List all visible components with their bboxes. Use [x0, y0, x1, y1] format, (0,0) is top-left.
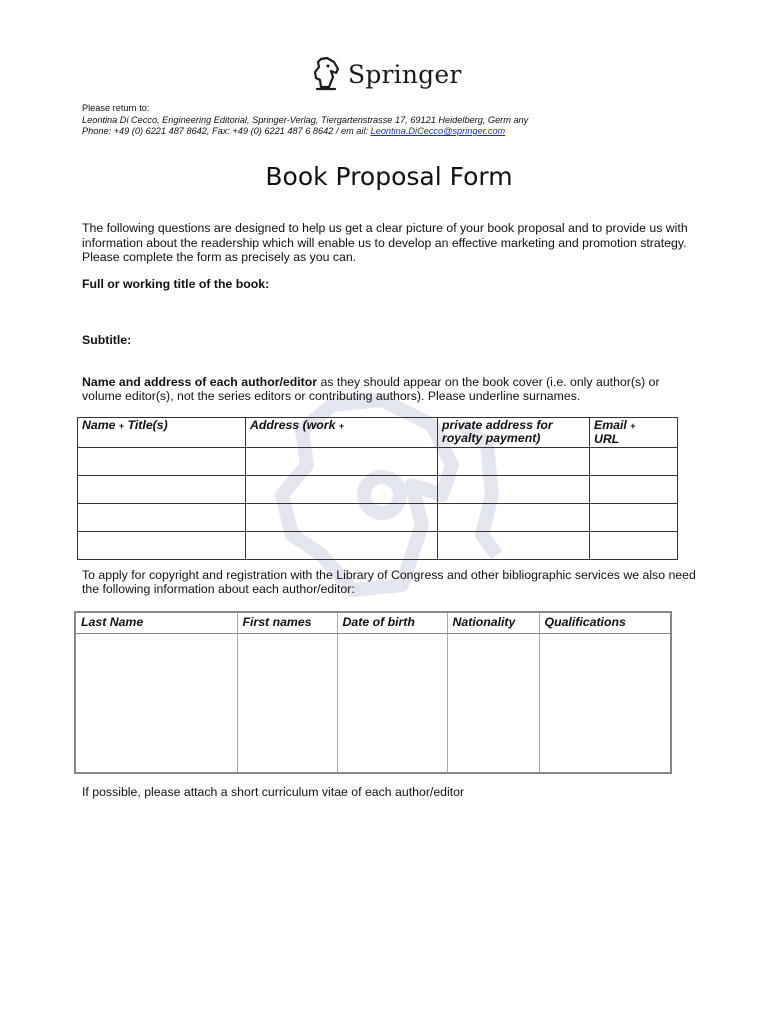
col-email-url: Email + URL	[590, 418, 678, 448]
email-link[interactable]: Leontina.DiCecco@springer.com	[370, 126, 506, 137]
cv-note: If possible, please attach a short curriculum vitae of each author/editor	[82, 785, 465, 799]
author-address-table	[77, 417, 678, 560]
chess-knight-icon	[312, 56, 342, 92]
table-row	[78, 504, 678, 532]
springer-logo	[312, 54, 462, 94]
table-cell[interactable]	[539, 634, 671, 774]
col-address-work: Address (work +	[246, 418, 438, 448]
table-cell[interactable]	[246, 448, 438, 476]
biblio-table-header	[75, 612, 671, 634]
table-row	[78, 532, 678, 560]
subtitle-label: Subtitle:	[82, 333, 132, 347]
table-cell[interactable]	[438, 504, 590, 532]
table-cell[interactable]	[337, 634, 447, 774]
table-row	[75, 634, 671, 774]
table-cell[interactable]	[78, 476, 246, 504]
table-row	[78, 476, 678, 504]
contact-line	[82, 126, 528, 138]
table-cell[interactable]	[590, 532, 678, 560]
table-cell[interactable]	[78, 448, 246, 476]
col-nationality: Nationality	[447, 612, 539, 634]
col-name-title: Name + Title(s)	[78, 418, 246, 448]
intro-paragraph: The following questions are designed to help us get a clear picture of your book proposal and to provide us with information about the readership which will enable us to develop an effective marketing and promotion strategy. Please complete the form as precisely as you can.	[82, 221, 688, 265]
col-qualifications: Qualifications	[539, 612, 671, 634]
table-cell[interactable]	[438, 532, 590, 560]
table-cell[interactable]	[78, 532, 246, 560]
table-cell[interactable]	[447, 634, 539, 774]
page-title: Book Proposal Form	[265, 162, 513, 191]
table-cell[interactable]	[590, 504, 678, 532]
author-intro-rest: as they should appear on the book cover (i.e. only author(s) or volume editor(s), not the series editors or contributing authors). Please underline surnames.	[82, 375, 660, 404]
return-label: Please return to:	[82, 103, 150, 113]
bibliographic-info-table	[74, 611, 672, 774]
table-cell[interactable]	[246, 476, 438, 504]
author-intro	[82, 375, 702, 404]
table-row	[78, 448, 678, 476]
table-cell[interactable]	[78, 504, 246, 532]
col-last-name: Last Name	[75, 612, 237, 634]
logo-text: Springer	[348, 59, 462, 89]
table-cell[interactable]	[246, 532, 438, 560]
col-date-of-birth: Date of birth	[337, 612, 447, 634]
return-address-block	[82, 103, 528, 138]
table-cell[interactable]	[237, 634, 337, 774]
col-first-names: First names	[237, 612, 337, 634]
return-address: Leontina Di Cecco, Engineering Editorial, Springer-Verlag, Tiergartenstrasse 17, 69121 Heidelberg, Germ any	[82, 114, 529, 125]
table-cell[interactable]	[75, 634, 237, 774]
author-intro-bold: Name and address of each author/editor	[82, 375, 318, 389]
author-table-header	[78, 418, 678, 448]
table-cell[interactable]	[590, 448, 678, 476]
copyright-note: To apply for copyright and registration with the Library of Congress and other bibliographic services we also need the following information about each author/editor:	[82, 568, 696, 596]
book-title-label: Full or working title of the book:	[82, 277, 270, 291]
table-cell[interactable]	[590, 476, 678, 504]
contact-prefix: Phone: +49 (0) 6221 487 8642, Fax: +49 (0) 6221 487 6 8642 / em ail:	[82, 126, 371, 137]
table-cell[interactable]	[438, 448, 590, 476]
col-private-address: private address for royalty payment)	[438, 418, 590, 448]
table-cell[interactable]	[246, 504, 438, 532]
table-cell[interactable]	[438, 476, 590, 504]
